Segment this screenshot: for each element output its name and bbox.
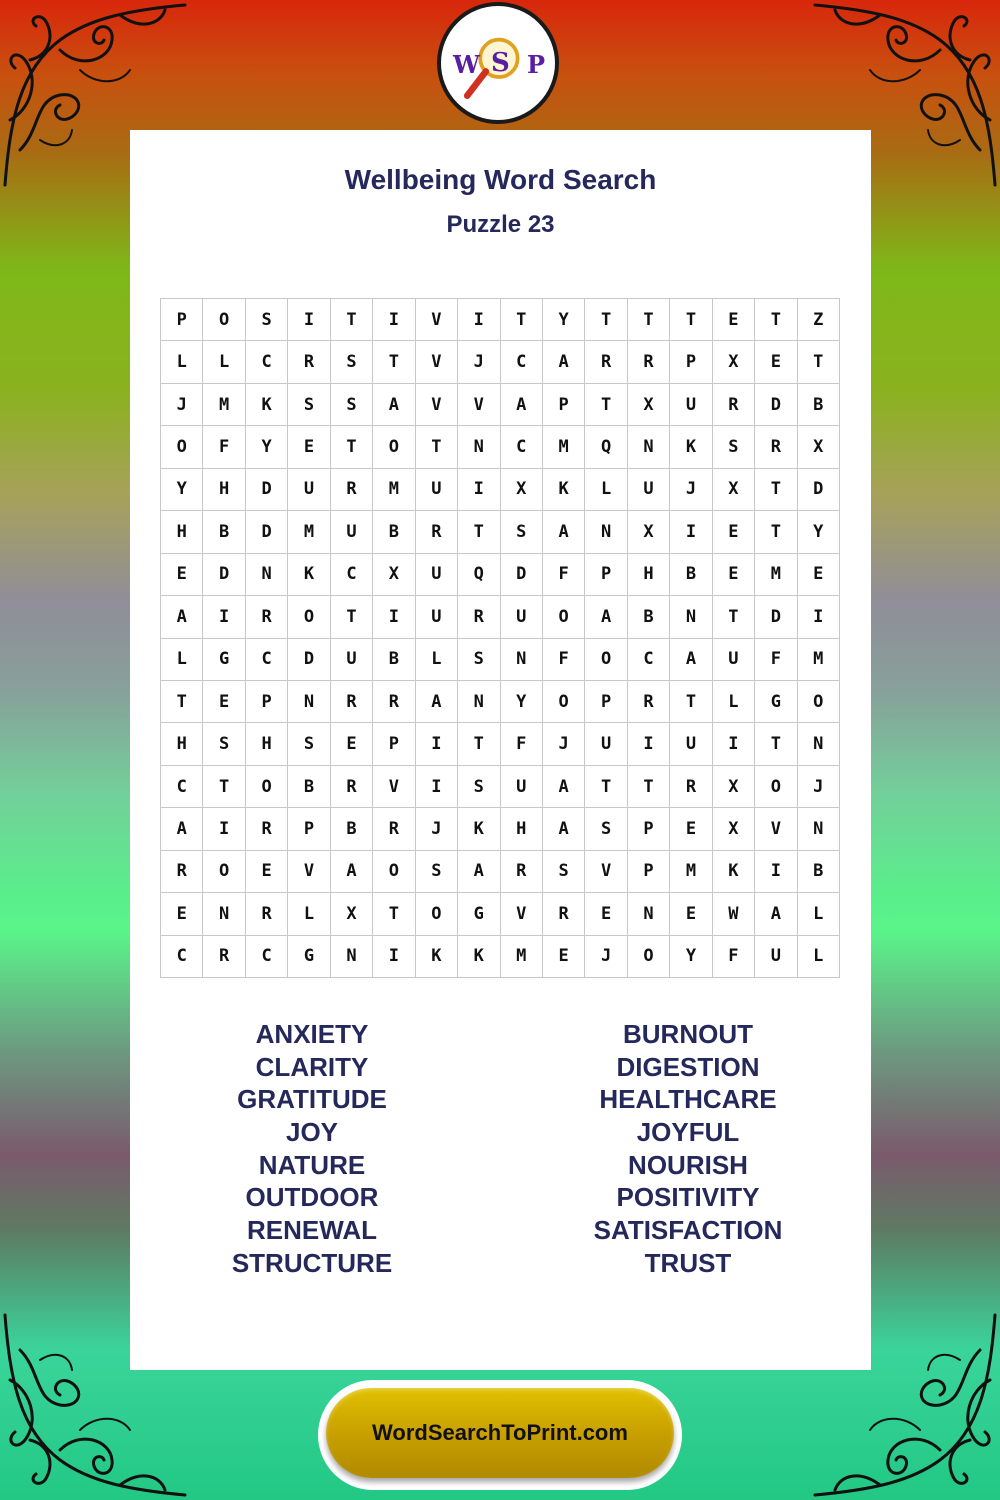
grid-cell[interactable]: R	[628, 341, 670, 383]
grid-cell[interactable]: O	[373, 851, 415, 893]
grid-cell[interactable]: B	[670, 554, 712, 596]
grid-cell[interactable]: U	[501, 596, 543, 638]
grid-cell[interactable]: N	[288, 681, 330, 723]
grid-cell[interactable]: C	[246, 936, 288, 978]
grid-cell[interactable]: I	[373, 936, 415, 978]
grid-cell[interactable]: O	[246, 766, 288, 808]
grid-cell[interactable]: L	[585, 469, 627, 511]
grid-cell[interactable]: T	[458, 511, 500, 553]
grid-cell[interactable]: T	[670, 299, 712, 341]
grid-cell[interactable]: P	[161, 299, 203, 341]
grid-cell[interactable]: B	[373, 511, 415, 553]
grid-cell[interactable]: T	[585, 766, 627, 808]
grid-cell[interactable]: Y	[670, 936, 712, 978]
grid-cell[interactable]: O	[585, 639, 627, 681]
grid-cell[interactable]: U	[416, 554, 458, 596]
grid-cell[interactable]: T	[331, 426, 373, 468]
word-list-item: HEALTHCARE	[599, 1084, 777, 1115]
grid-cell[interactable]: F	[543, 554, 585, 596]
grid-cell[interactable]: R	[501, 851, 543, 893]
grid-cell[interactable]: M	[501, 936, 543, 978]
word-list-item: CLARITY	[255, 1051, 369, 1082]
grid-cell[interactable]: P	[373, 723, 415, 765]
grid-cell[interactable]: R	[373, 808, 415, 850]
grid-cell[interactable]: O	[373, 426, 415, 468]
grid-cell[interactable]: O	[416, 893, 458, 935]
grid-cell[interactable]: P	[628, 851, 670, 893]
grid-cell[interactable]: O	[288, 596, 330, 638]
grid-cell[interactable]: K	[458, 808, 500, 850]
grid-cell[interactable]: X	[798, 426, 840, 468]
grid-cell[interactable]: A	[585, 596, 627, 638]
grid-cell[interactable]: X	[713, 341, 755, 383]
grid-cell[interactable]: N	[798, 808, 840, 850]
grid-cell[interactable]: P	[628, 808, 670, 850]
word-list-right-column	[538, 1018, 838, 1280]
grid-cell[interactable]: R	[288, 341, 330, 383]
grid-cell[interactable]: H	[628, 554, 670, 596]
grid-cell[interactable]: O	[798, 681, 840, 723]
grid-cell[interactable]: O	[755, 766, 797, 808]
grid-cell[interactable]: E	[755, 341, 797, 383]
grid-cell[interactable]: C	[246, 341, 288, 383]
grid-cell[interactable]: N	[203, 893, 245, 935]
grid-cell[interactable]: V	[416, 299, 458, 341]
grid-cell[interactable]: S	[288, 384, 330, 426]
grid-cell[interactable]: U	[331, 511, 373, 553]
grid-cell[interactable]: C	[246, 639, 288, 681]
grid-cell[interactable]: G	[288, 936, 330, 978]
grid-cell[interactable]: N	[246, 554, 288, 596]
grid-cell[interactable]: V	[416, 384, 458, 426]
grid-cell[interactable]: L	[416, 639, 458, 681]
grid-cell[interactable]: A	[543, 511, 585, 553]
grid-cell[interactable]: L	[798, 936, 840, 978]
grid-cell[interactable]: F	[543, 639, 585, 681]
grid-cell[interactable]: J	[161, 384, 203, 426]
grid-cell[interactable]: V	[416, 341, 458, 383]
grid-cell[interactable]: T	[755, 469, 797, 511]
grid-cell[interactable]: C	[501, 426, 543, 468]
grid-cell[interactable]: U	[585, 723, 627, 765]
word-list-item: ANXIETY	[255, 1019, 369, 1049]
grid-cell[interactable]: H	[246, 723, 288, 765]
grid-cell[interactable]: T	[161, 681, 203, 723]
word-list-item: JOYFUL	[636, 1117, 740, 1148]
grid-cell[interactable]: O	[203, 299, 245, 341]
grid-cell[interactable]: L	[713, 681, 755, 723]
grid-cell[interactable]: N	[458, 681, 500, 723]
grid-cell[interactable]: A	[670, 639, 712, 681]
grid-cell[interactable]: U	[288, 469, 330, 511]
grid-cell[interactable]: R	[331, 681, 373, 723]
puzzle-sheet	[130, 130, 871, 1370]
grid-cell[interactable]: K	[543, 469, 585, 511]
grid-cell[interactable]: L	[203, 341, 245, 383]
grid-cell[interactable]: R	[203, 936, 245, 978]
grid-cell[interactable]: I	[458, 469, 500, 511]
grid-cell[interactable]: Z	[798, 299, 840, 341]
grid-cell[interactable]: E	[331, 723, 373, 765]
grid-cell[interactable]: R	[331, 469, 373, 511]
grid-cell[interactable]: U	[416, 469, 458, 511]
website-button[interactable]	[326, 1388, 674, 1478]
grid-cell[interactable]: A	[458, 851, 500, 893]
grid-cell[interactable]: S	[203, 723, 245, 765]
grid-cell[interactable]: R	[416, 511, 458, 553]
grid-cell[interactable]: N	[331, 936, 373, 978]
logo-letter-s: S	[491, 48, 510, 78]
grid-cell[interactable]: N	[798, 723, 840, 765]
grid-cell[interactable]: F	[501, 723, 543, 765]
puzzle-title: Wellbeing Word Search	[344, 164, 657, 195]
grid-cell[interactable]: E	[713, 299, 755, 341]
grid-cell[interactable]: S	[246, 299, 288, 341]
grid-cell[interactable]: C	[628, 639, 670, 681]
logo-letter-p: P	[527, 50, 546, 79]
grid-cell[interactable]: U	[670, 723, 712, 765]
grid-cell[interactable]: A	[543, 808, 585, 850]
grid-cell[interactable]: A	[501, 384, 543, 426]
grid-cell[interactable]: Q	[585, 426, 627, 468]
grid-cell[interactable]: N	[458, 426, 500, 468]
grid-cell[interactable]: R	[458, 596, 500, 638]
grid-cell[interactable]: V	[373, 766, 415, 808]
grid-cell[interactable]: G	[458, 893, 500, 935]
grid-cell[interactable]: R	[585, 341, 627, 383]
grid-cell[interactable]: A	[543, 766, 585, 808]
grid-cell[interactable]: M	[373, 469, 415, 511]
grid-cell[interactable]: T	[331, 596, 373, 638]
grid-cell[interactable]: T	[713, 596, 755, 638]
grid-cell[interactable]: O	[628, 936, 670, 978]
grid-cell[interactable]: G	[203, 639, 245, 681]
grid-cell[interactable]: U	[628, 469, 670, 511]
grid-cell[interactable]: E	[203, 681, 245, 723]
word-list-item: JOY	[285, 1117, 339, 1148]
grid-cell[interactable]: X	[628, 511, 670, 553]
grid-cell[interactable]: C	[501, 341, 543, 383]
grid-cell[interactable]: Y	[246, 426, 288, 468]
grid-cell[interactable]: I	[373, 299, 415, 341]
grid-cell[interactable]: R	[246, 808, 288, 850]
grid-cell[interactable]: U	[713, 639, 755, 681]
grid-cell[interactable]: O	[203, 851, 245, 893]
grid-cell[interactable]: L	[288, 893, 330, 935]
grid-cell[interactable]: P	[670, 341, 712, 383]
grid-cell[interactable]: T	[458, 723, 500, 765]
grid-cell[interactable]: D	[501, 554, 543, 596]
grid-cell[interactable]: R	[713, 384, 755, 426]
grid-cell[interactable]: D	[203, 554, 245, 596]
grid-cell[interactable]: T	[373, 341, 415, 383]
grid-cell[interactable]: V	[585, 851, 627, 893]
grid-cell[interactable]: V	[288, 851, 330, 893]
word-list-item: GRATITUDE	[237, 1084, 387, 1115]
grid-cell[interactable]: I	[288, 299, 330, 341]
grid-cell[interactable]: A	[331, 851, 373, 893]
grid-cell[interactable]: I	[416, 723, 458, 765]
grid-cell[interactable]: R	[670, 766, 712, 808]
grid-cell[interactable]: S	[713, 426, 755, 468]
grid-cell[interactable]: B	[331, 808, 373, 850]
grid-cell[interactable]: D	[755, 596, 797, 638]
grid-cell[interactable]: O	[543, 596, 585, 638]
grid-cell[interactable]: T	[331, 299, 373, 341]
grid-cell[interactable]: K	[246, 384, 288, 426]
grid-cell[interactable]: O	[161, 426, 203, 468]
grid-cell[interactable]: I	[628, 723, 670, 765]
grid-cell[interactable]: V	[458, 384, 500, 426]
grid-cell[interactable]: Y	[543, 299, 585, 341]
grid-cell[interactable]: E	[161, 893, 203, 935]
grid-cell[interactable]: C	[161, 766, 203, 808]
grid-cell[interactable]: X	[713, 808, 755, 850]
grid-cell[interactable]: F	[755, 639, 797, 681]
grid-cell[interactable]: E	[713, 511, 755, 553]
grid-cell[interactable]: I	[798, 596, 840, 638]
grid-cell[interactable]: P	[585, 554, 627, 596]
grid-cell[interactable]: B	[798, 851, 840, 893]
grid-cell[interactable]: M	[543, 426, 585, 468]
grid-cell[interactable]: D	[755, 384, 797, 426]
word-list-item: BURNOUT	[623, 1019, 753, 1049]
grid-cell[interactable]: C	[331, 554, 373, 596]
grid-cell[interactable]: U	[501, 766, 543, 808]
grid-cell[interactable]: H	[501, 808, 543, 850]
grid-cell[interactable]: T	[585, 299, 627, 341]
grid-cell[interactable]: M	[288, 511, 330, 553]
grid-cell[interactable]: R	[755, 426, 797, 468]
grid-cell[interactable]: P	[246, 681, 288, 723]
word-list-item: TRUST	[644, 1247, 732, 1278]
grid-cell[interactable]: U	[331, 639, 373, 681]
grid-cell[interactable]: D	[798, 469, 840, 511]
grid-cell[interactable]: J	[458, 341, 500, 383]
grid-cell[interactable]: R	[161, 851, 203, 893]
grid-cell[interactable]: X	[713, 469, 755, 511]
grid-cell[interactable]: E	[543, 936, 585, 978]
grid-cell[interactable]: U	[416, 596, 458, 638]
grid-cell[interactable]: H	[161, 511, 203, 553]
grid-cell[interactable]: E	[713, 554, 755, 596]
grid-cell[interactable]: D	[288, 639, 330, 681]
grid-cell[interactable]: E	[670, 808, 712, 850]
grid-cell[interactable]: V	[755, 808, 797, 850]
grid-cell[interactable]: O	[543, 681, 585, 723]
website-link[interactable]: WordSearchToPrint.com	[372, 1420, 628, 1445]
grid-cell[interactable]: P	[585, 681, 627, 723]
grid-cell[interactable]: S	[543, 851, 585, 893]
grid-cell[interactable]: N	[585, 511, 627, 553]
grid-cell[interactable]: N	[501, 639, 543, 681]
grid-cell[interactable]: X	[501, 469, 543, 511]
grid-cell[interactable]: I	[203, 596, 245, 638]
grid-cell[interactable]: I	[373, 596, 415, 638]
grid-cell[interactable]: L	[161, 639, 203, 681]
grid-cell[interactable]: F	[713, 936, 755, 978]
grid-cell[interactable]: U	[755, 936, 797, 978]
grid-cell[interactable]: T	[755, 511, 797, 553]
grid-cell[interactable]: S	[585, 808, 627, 850]
grid-cell[interactable]: I	[670, 511, 712, 553]
grid-cell[interactable]: A	[416, 681, 458, 723]
grid-cell[interactable]: S	[288, 723, 330, 765]
word-list-item: STRUCTURE	[231, 1247, 393, 1278]
grid-cell[interactable]: J	[670, 469, 712, 511]
grid-cell[interactable]: B	[203, 511, 245, 553]
grid-cell[interactable]: S	[331, 341, 373, 383]
grid-cell[interactable]: I	[458, 299, 500, 341]
word-list-item: POSITIVITY	[616, 1182, 760, 1213]
grid-cell[interactable]: S	[458, 766, 500, 808]
grid-cell[interactable]: T	[203, 766, 245, 808]
grid-cell[interactable]: T	[755, 299, 797, 341]
grid-cell[interactable]: M	[203, 384, 245, 426]
grid-cell[interactable]: P	[288, 808, 330, 850]
grid-cell[interactable]: I	[755, 851, 797, 893]
logo-letter-w: W	[453, 50, 480, 79]
grid-cell[interactable]: T	[373, 893, 415, 935]
grid-cell[interactable]: R	[543, 893, 585, 935]
grid-cell[interactable]: R	[246, 893, 288, 935]
word-list-item: RENEWAL	[247, 1215, 377, 1246]
grid-cell[interactable]: E	[288, 426, 330, 468]
grid-cell[interactable]: B	[798, 384, 840, 426]
grid-cell[interactable]: X	[628, 384, 670, 426]
word-list-item: OUTDOOR	[245, 1182, 379, 1213]
grid-cell[interactable]: H	[161, 723, 203, 765]
grid-cell[interactable]: S	[416, 851, 458, 893]
grid-cell[interactable]: S	[458, 639, 500, 681]
grid-cell[interactable]: N	[628, 426, 670, 468]
letter-grid	[160, 298, 840, 978]
grid-cell[interactable]: D	[246, 511, 288, 553]
grid-cell[interactable]: X	[713, 766, 755, 808]
grid-cell[interactable]: R	[373, 681, 415, 723]
grid-cell[interactable]: C	[161, 936, 203, 978]
word-list-item: SATISFACTION	[593, 1215, 783, 1246]
grid-cell[interactable]: G	[755, 681, 797, 723]
grid-cell[interactable]: V	[501, 893, 543, 935]
grid-cell[interactable]: L	[161, 341, 203, 383]
grid-cell[interactable]: R	[246, 596, 288, 638]
grid-cell[interactable]: T	[798, 341, 840, 383]
grid-cell[interactable]: H	[203, 469, 245, 511]
grid-cell[interactable]: E	[585, 893, 627, 935]
grid-cell[interactable]: D	[246, 469, 288, 511]
grid-cell[interactable]: T	[670, 681, 712, 723]
grid-cell[interactable]: I	[713, 723, 755, 765]
grid-cell[interactable]: I	[203, 808, 245, 850]
grid-cell[interactable]: A	[755, 893, 797, 935]
site-logo[interactable]	[437, 2, 559, 124]
grid-cell[interactable]: J	[585, 936, 627, 978]
grid-cell[interactable]: U	[670, 384, 712, 426]
grid-cell[interactable]: B	[288, 766, 330, 808]
grid-cell[interactable]: S	[501, 511, 543, 553]
grid-cell[interactable]: W	[713, 893, 755, 935]
grid-cell[interactable]: R	[628, 681, 670, 723]
grid-cell[interactable]: M	[670, 851, 712, 893]
grid-cell[interactable]: E	[161, 554, 203, 596]
grid-cell[interactable]: J	[543, 723, 585, 765]
grid-cell[interactable]: X	[331, 893, 373, 935]
grid-cell[interactable]: E	[670, 893, 712, 935]
grid-cell[interactable]: K	[670, 426, 712, 468]
grid-cell[interactable]: E	[246, 851, 288, 893]
grid-cell[interactable]: R	[331, 766, 373, 808]
grid-cell[interactable]: Y	[798, 511, 840, 553]
grid-cell[interactable]: K	[416, 936, 458, 978]
grid-cell[interactable]: Y	[161, 469, 203, 511]
grid-cell[interactable]: T	[755, 723, 797, 765]
grid-cell[interactable]: K	[458, 936, 500, 978]
grid-cell[interactable]: K	[288, 554, 330, 596]
grid-cell[interactable]: B	[373, 639, 415, 681]
grid-cell[interactable]: N	[628, 893, 670, 935]
grid-cell[interactable]: T	[628, 766, 670, 808]
grid-cell[interactable]: A	[543, 341, 585, 383]
word-list-left-column	[162, 1018, 462, 1280]
word-list-item: NATURE	[258, 1149, 366, 1180]
grid-cell[interactable]: A	[373, 384, 415, 426]
word-list-item: DIGESTION	[616, 1051, 760, 1082]
footer-badge	[318, 1380, 682, 1490]
grid-cell[interactable]: A	[161, 596, 203, 638]
grid-cell[interactable]: J	[416, 808, 458, 850]
grid-cell[interactable]: T	[585, 384, 627, 426]
grid-cell[interactable]: T	[628, 299, 670, 341]
grid-cell[interactable]: A	[161, 808, 203, 850]
grid-cell[interactable]: L	[798, 893, 840, 935]
grid-cell[interactable]: T	[416, 426, 458, 468]
word-list-item: NOURISH	[628, 1149, 748, 1180]
grid-cell[interactable]: N	[670, 596, 712, 638]
grid-cell[interactable]: F	[203, 426, 245, 468]
grid-cell[interactable]: B	[628, 596, 670, 638]
grid-cell[interactable]: I	[416, 766, 458, 808]
grid-cell[interactable]: E	[798, 554, 840, 596]
grid-cell[interactable]: Q	[458, 554, 500, 596]
grid-cell[interactable]: Y	[501, 681, 543, 723]
grid-cell[interactable]: M	[755, 554, 797, 596]
grid-cell[interactable]: J	[798, 766, 840, 808]
grid-cell[interactable]: P	[543, 384, 585, 426]
grid-cell[interactable]: T	[501, 299, 543, 341]
puzzle-number: Puzzle 23	[446, 211, 555, 238]
grid-cell[interactable]: S	[331, 384, 373, 426]
grid-cell[interactable]: M	[798, 639, 840, 681]
grid-cell[interactable]: K	[713, 851, 755, 893]
grid-cell[interactable]: X	[373, 554, 415, 596]
